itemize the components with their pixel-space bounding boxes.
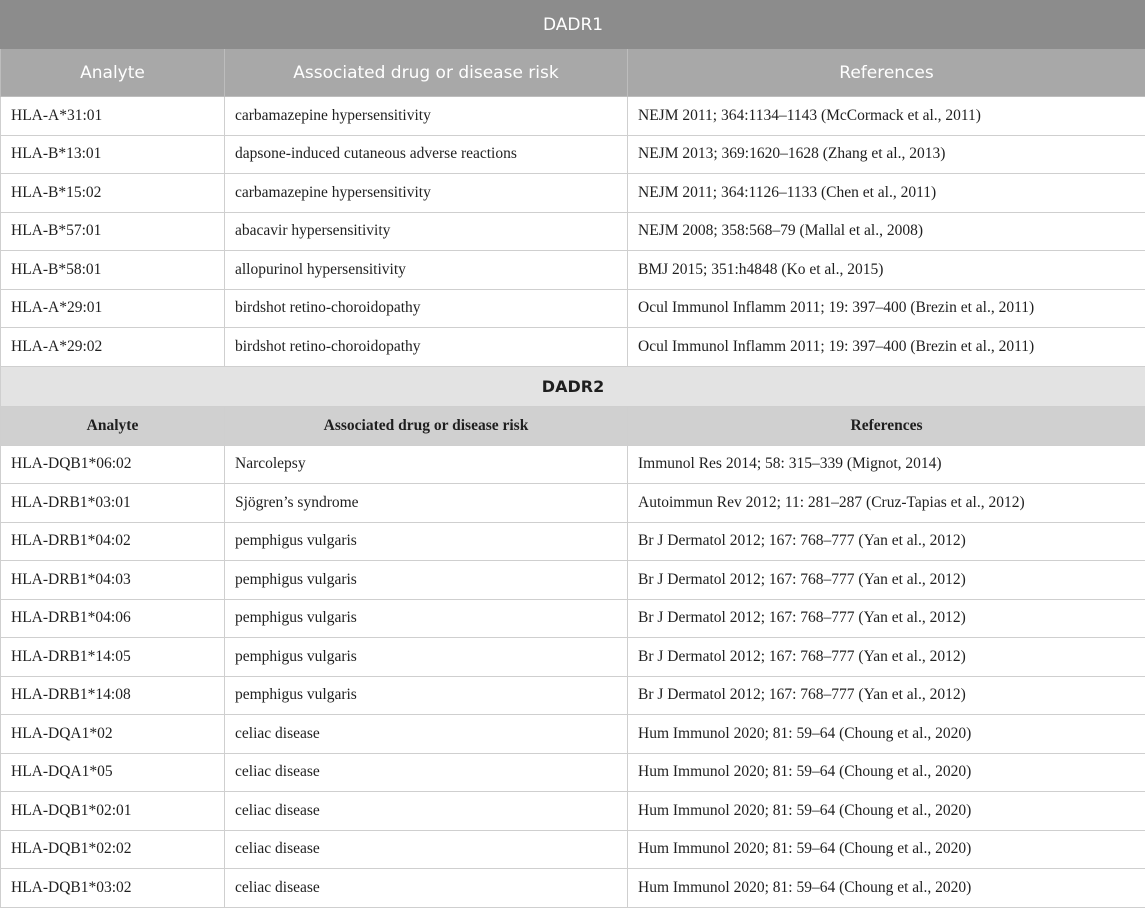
dadr1-header-references: References [628, 49, 1145, 97]
analyte-cell: HLA-DQB1*02:02 [1, 830, 225, 869]
analyte-cell: HLA-DRB1*04:02 [1, 522, 225, 561]
dadr2-header-risk: Associated drug or disease risk [225, 406, 628, 445]
dadr1-header-row [1, 49, 1145, 97]
dadr2-header-references: References [628, 406, 1145, 445]
reference-cell: Ocul Immunol Inflamm 2011; 19: 397–400 (Brezin et al., 2011) [628, 328, 1145, 367]
analyte-cell: HLA-DRB1*04:03 [1, 561, 225, 600]
risk-cell: Sjögren’s syndrome [225, 484, 628, 523]
reference-cell: NEJM 2013; 369:1620–1628 (Zhang et al., 2013) [628, 135, 1145, 174]
dadr2-header-analyte: Analyte [1, 406, 225, 445]
table-row [1, 561, 1145, 600]
analyte-cell: HLA-B*15:02 [1, 174, 225, 213]
reference-cell: BMJ 2015; 351:h4848 (Ko et al., 2015) [628, 251, 1145, 290]
dadr1-title-row [1, 1, 1145, 49]
dadr1-title: DADR1 [1, 1, 1145, 49]
reference-cell: Br J Dermatol 2012; 167: 768–777 (Yan et al., 2012) [628, 676, 1145, 715]
risk-cell: pemphigus vulgaris [225, 638, 628, 677]
table-row [1, 869, 1145, 908]
reference-cell: Immunol Res 2014; 58: 315–339 (Mignot, 2014) [628, 445, 1145, 484]
risk-cell: Narcolepsy [225, 445, 628, 484]
table-row [1, 676, 1145, 715]
table-row [1, 484, 1145, 523]
dadr1-header-risk: Associated drug or disease risk [225, 49, 628, 97]
risk-cell: birdshot retino-choroidopathy [225, 328, 628, 367]
risk-cell: celiac disease [225, 753, 628, 792]
risk-cell: dapsone-induced cutaneous adverse reactions [225, 135, 628, 174]
reference-cell: Ocul Immunol Inflamm 2011; 19: 397–400 (Brezin et al., 2011) [628, 289, 1145, 328]
table-body [1, 1, 1145, 908]
risk-cell: pemphigus vulgaris [225, 599, 628, 638]
table-row [1, 792, 1145, 831]
reference-cell: Hum Immunol 2020; 81: 59–64 (Choung et al., 2020) [628, 753, 1145, 792]
risk-cell: carbamazepine hypersensitivity [225, 174, 628, 213]
reference-cell: NEJM 2011; 364:1134–1143 (McCormack et al., 2011) [628, 97, 1145, 136]
risk-cell: pemphigus vulgaris [225, 561, 628, 600]
reference-cell: Hum Immunol 2020; 81: 59–64 (Choung et al., 2020) [628, 869, 1145, 908]
table-row [1, 599, 1145, 638]
analyte-cell: HLA-DRB1*04:06 [1, 599, 225, 638]
dadr2-header-row [1, 406, 1145, 445]
reference-cell: Br J Dermatol 2012; 167: 768–777 (Yan et al., 2012) [628, 561, 1145, 600]
risk-cell: celiac disease [225, 715, 628, 754]
table-row [1, 97, 1145, 136]
dadr1-header-analyte: Analyte [1, 49, 225, 97]
analyte-cell: HLA-DQB1*06:02 [1, 445, 225, 484]
reference-cell: Hum Immunol 2020; 81: 59–64 (Choung et al., 2020) [628, 792, 1145, 831]
risk-cell: celiac disease [225, 792, 628, 831]
analyte-cell: HLA-B*57:01 [1, 212, 225, 251]
risk-cell: carbamazepine hypersensitivity [225, 97, 628, 136]
risk-cell: birdshot retino-choroidopathy [225, 289, 628, 328]
reference-cell: Br J Dermatol 2012; 167: 768–777 (Yan et al., 2012) [628, 522, 1145, 561]
reference-cell: Br J Dermatol 2012; 167: 768–777 (Yan et al., 2012) [628, 599, 1145, 638]
table-row [1, 522, 1145, 561]
reference-cell: Hum Immunol 2020; 81: 59–64 (Choung et al., 2020) [628, 830, 1145, 869]
analyte-cell: HLA-DQB1*03:02 [1, 869, 225, 908]
risk-cell: pemphigus vulgaris [225, 676, 628, 715]
reference-cell: NEJM 2008; 358:568–79 (Mallal et al., 2008) [628, 212, 1145, 251]
table-row [1, 174, 1145, 213]
analyte-cell: HLA-DQB1*02:01 [1, 792, 225, 831]
analyte-cell: HLA-DQA1*05 [1, 753, 225, 792]
analyte-cell: HLA-A*29:01 [1, 289, 225, 328]
table-row [1, 638, 1145, 677]
analyte-cell: HLA-B*58:01 [1, 251, 225, 290]
dadr2-title-row [1, 366, 1145, 406]
analyte-cell: HLA-DRB1*14:05 [1, 638, 225, 677]
risk-cell: allopurinol hypersensitivity [225, 251, 628, 290]
reference-cell: Autoimmun Rev 2012; 11: 281–287 (Cruz-Tapias et al., 2012) [628, 484, 1145, 523]
table-row [1, 445, 1145, 484]
table-row [1, 328, 1145, 367]
reference-cell: Hum Immunol 2020; 81: 59–64 (Choung et al., 2020) [628, 715, 1145, 754]
analyte-cell: HLA-DQA1*02 [1, 715, 225, 754]
table-row [1, 135, 1145, 174]
analyte-cell: HLA-DRB1*14:08 [1, 676, 225, 715]
table-row [1, 212, 1145, 251]
table-row [1, 830, 1145, 869]
risk-cell: celiac disease [225, 830, 628, 869]
analyte-cell: HLA-B*13:01 [1, 135, 225, 174]
dadr2-title: DADR2 [1, 366, 1145, 406]
risk-cell: celiac disease [225, 869, 628, 908]
risk-cell: abacavir hypersensitivity [225, 212, 628, 251]
table-row [1, 251, 1145, 290]
table-row [1, 753, 1145, 792]
reference-cell: NEJM 2011; 364:1126–1133 (Chen et al., 2011) [628, 174, 1145, 213]
reference-cell: Br J Dermatol 2012; 167: 768–777 (Yan et al., 2012) [628, 638, 1145, 677]
table-row [1, 289, 1145, 328]
table-row [1, 715, 1145, 754]
analyte-cell: HLA-DRB1*03:01 [1, 484, 225, 523]
analyte-cell: HLA-A*29:02 [1, 328, 225, 367]
analyte-cell: HLA-A*31:01 [1, 97, 225, 136]
risk-cell: pemphigus vulgaris [225, 522, 628, 561]
